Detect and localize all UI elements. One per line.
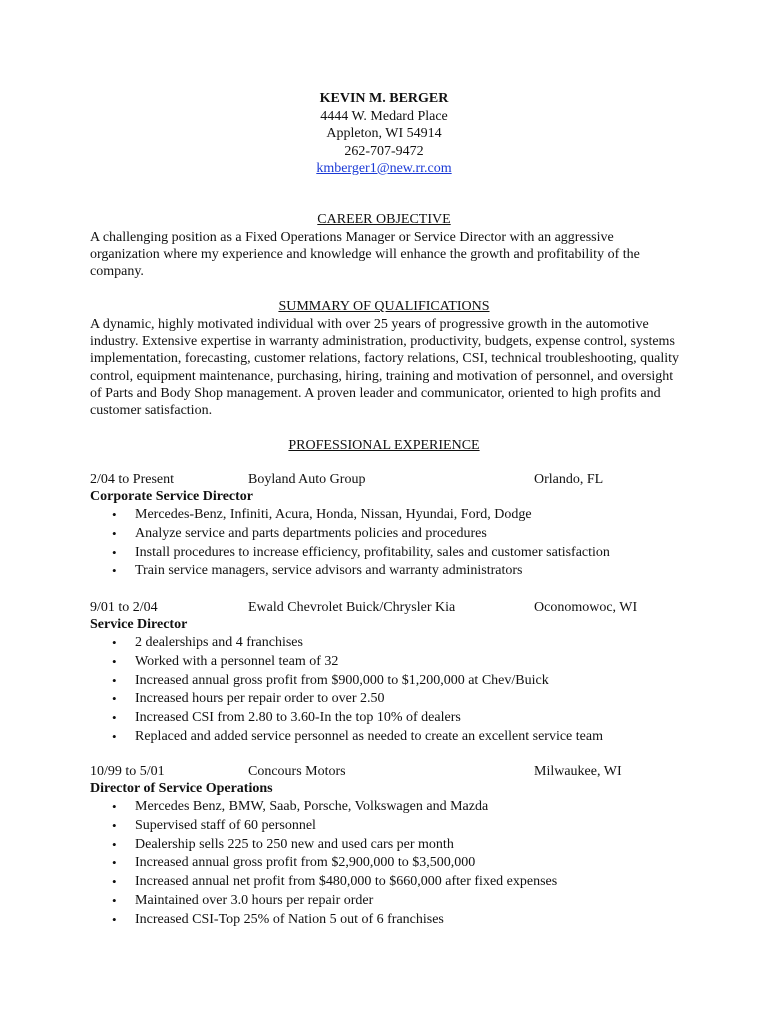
job-header-row <box>90 471 690 488</box>
list-item: • Supervised staff of 60 personnel <box>90 817 690 836</box>
list-item: • 2 dealerships and 4 franchises <box>90 634 690 653</box>
job-title: Corporate Service Director <box>90 489 253 504</box>
job-header-row <box>90 599 690 616</box>
list-item: • Mercedes-Benz, Infiniti, Acura, Honda, Nissan, Hyundai, Ford, Dodge <box>90 506 690 525</box>
job-dates: 2/04 to Present <box>90 472 174 487</box>
job-title: Service Director <box>90 617 188 632</box>
list-item: • Maintained over 3.0 hours per repair order <box>90 892 690 911</box>
job-dates: 9/01 to 2/04 <box>90 600 158 615</box>
list-item: • Replaced and added service personnel as needed to create an excellent service team <box>90 728 690 747</box>
list-item: • Increased CSI-Top 25% of Nation 5 out of 6 franchises <box>90 911 690 930</box>
list-item: • Train service managers, service advisors and warranty administrators <box>90 562 690 581</box>
resume-header <box>0 90 768 178</box>
career-objective-heading: CAREER OBJECTIVE <box>317 212 451 227</box>
list-item: • Analyze service and parts departments policies and procedures <box>90 525 690 544</box>
phone-number: 262-707-9472 <box>344 143 424 159</box>
list-item: • Increased annual gross profit from $900,000 to $1,200,000 at Chev/Buick <box>90 672 690 691</box>
list-item: • Install procedures to increase efficiency, profitability, sales and customer satisfaction <box>90 544 690 563</box>
list-item: • Increased hours per repair order to over 2.50 <box>90 690 690 709</box>
job-company: Ewald Chevrolet Buick/Chrysler Kia <box>248 600 456 615</box>
address-line-2: Appleton, WI 54914 <box>326 126 442 141</box>
summary-heading: SUMMARY OF QUALIFICATIONS <box>278 299 490 314</box>
job-location: Oconomowoc, WI <box>534 600 638 615</box>
list-item: • Mercedes Benz, BMW, Saab, Porsche, Volkswagen and Mazda <box>90 798 690 817</box>
list-item: • Dealership sells 225 to 250 new and used cars per month <box>90 836 690 855</box>
list-item: • Worked with a personnel team of 32 <box>90 653 690 672</box>
professional-experience-heading: PROFESSIONAL EXPERIENCE <box>288 438 480 453</box>
job-location: Milwaukee, WI <box>534 764 622 779</box>
list-item: • Increased annual gross profit from $2,900,000 to $3,500,000 <box>90 854 690 873</box>
job-header-row <box>90 763 690 780</box>
job-bullet-list <box>90 506 690 581</box>
applicant-name: KEVIN M. BERGER <box>319 91 449 106</box>
career-objective-text: A challenging position as a Fixed Operations Manager or Service Director with an aggressive organization where my experience and knowledge will enhance the growth and profitability of the company. <box>90 230 640 280</box>
job-dates: 10/99 to 5/01 <box>90 764 165 779</box>
job-company: Concours Motors <box>248 764 346 779</box>
job-bullet-list <box>90 634 690 747</box>
job-title: Director of Service Operations <box>90 781 273 796</box>
job-location: Orlando, FL <box>534 472 604 487</box>
list-item: • Increased CSI from 2.80 to 3.60-In the top 10% of dealers <box>90 709 690 728</box>
job-company: Boyland Auto Group <box>248 472 366 487</box>
job-bullet-list <box>90 798 690 930</box>
address-line-1: 4444 W. Medard Place <box>320 108 448 124</box>
summary-text: A dynamic, highly motivated individual with over 25 years of progressive growth in the automotive industry. Extensive expertise in warranty administration, productivity, budgets, expense control, systems implementation, forecasting, customer relations, factory relations, CSI, technical troubleshooting, quality control, equipment maintenance, purchasing, hiring, training and motivation of personnel, and oversight of Parts and Body Shop management. A proven leader and communicator, oriented to high profits and customer satisfaction. <box>90 317 680 419</box>
email-link[interactable]: kmberger1@new.rr.com <box>316 161 452 176</box>
list-item: • Increased annual net profit from $480,000 to $660,000 after fixed expenses <box>90 873 690 892</box>
